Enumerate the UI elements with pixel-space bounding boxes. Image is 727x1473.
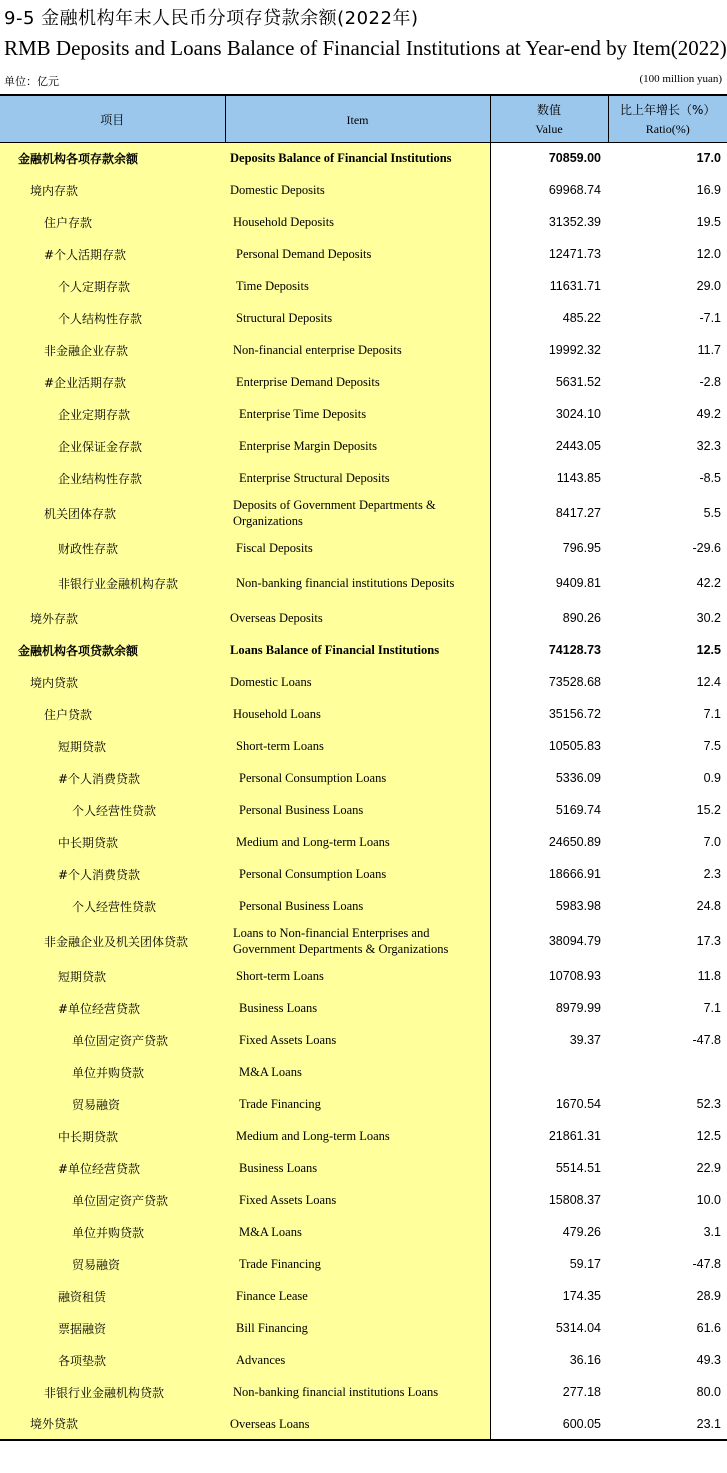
- row-value: 15808.37: [490, 1184, 608, 1216]
- row-ratio: -47.8: [692, 1033, 721, 1047]
- row-item-en: Overseas Deposits: [225, 602, 490, 634]
- row-item-cn: 境外存款: [0, 602, 225, 634]
- row-value: 69968.74: [490, 174, 608, 206]
- row-ratio: -29.6: [692, 541, 721, 555]
- row-ratio: 7.1: [703, 707, 721, 721]
- row-value: 479.26: [490, 1216, 608, 1248]
- row-item-cn: 机关团体存款: [0, 494, 225, 532]
- row-ratio: 61.6: [696, 1321, 721, 1335]
- row-item-cn: 非银行业金融机构贷款: [0, 1376, 225, 1408]
- data-table: [0, 94, 727, 1441]
- row-item-en: Short-term Loans: [225, 730, 490, 762]
- row-value: 31352.39: [490, 206, 608, 238]
- row-ratio: 15.2: [696, 803, 721, 817]
- row-ratio: 5.5: [703, 506, 721, 520]
- table-row: [0, 1024, 727, 1056]
- row-ratio: 17.0: [696, 151, 721, 166]
- row-item-cn: 融资租赁: [0, 1280, 225, 1312]
- row-value: 1670.54: [490, 1088, 608, 1120]
- table-row: [0, 302, 727, 334]
- row-value: 36.16: [490, 1344, 608, 1376]
- row-value: 5631.52: [490, 366, 608, 398]
- row-item-cn: 非银行业金融机构存款: [0, 564, 225, 602]
- row-item-en: Personal Consumption Loans: [225, 762, 490, 794]
- row-item-en: Enterprise Time Deposits: [225, 398, 490, 430]
- table-row: [0, 1120, 727, 1152]
- row-item-cn: 境内贷款: [0, 666, 225, 698]
- row-item-en: Fixed Assets Loans: [225, 1024, 490, 1056]
- row-item-en: M&A Loans: [225, 1216, 490, 1248]
- row-ratio: [608, 1056, 727, 1088]
- row-item-cn: 境内存款: [0, 174, 225, 206]
- row-ratio: 42.2: [696, 576, 721, 590]
- row-item-cn: 个人定期存款: [0, 270, 225, 302]
- table-body: [0, 142, 727, 1440]
- row-value: 12471.73: [490, 238, 608, 270]
- row-item-en: Household Loans: [225, 698, 490, 730]
- unit-label-en: (100 million yuan): [639, 73, 722, 85]
- row-item-cn: 短期贷款: [0, 730, 225, 762]
- row-item-en: Overseas Loans: [225, 1408, 490, 1440]
- row-item-en: Fixed Assets Loans: [225, 1184, 490, 1216]
- table-row: [0, 762, 727, 794]
- row-value: 74128.73: [490, 634, 608, 666]
- table-row: [0, 992, 727, 1024]
- table-row: [0, 1408, 727, 1440]
- row-item-cn: #企业活期存款: [0, 366, 225, 398]
- row-value: 5514.51: [490, 1152, 608, 1184]
- table-row: [0, 634, 727, 666]
- row-item-en: Domestic Loans: [225, 666, 490, 698]
- row-item-en: Domestic Deposits: [225, 174, 490, 206]
- row-item-en: Personal Business Loans: [225, 794, 490, 826]
- row-ratio: 19.5: [696, 215, 721, 229]
- table-row: [0, 858, 727, 890]
- table-row: [0, 730, 727, 762]
- row-item-cn: 单位并购贷款: [0, 1056, 225, 1088]
- row-item-en: Structural Deposits: [225, 302, 490, 334]
- table-row: [0, 564, 727, 602]
- row-item-en: Short-term Loans: [225, 960, 490, 992]
- row-ratio: 28.9: [696, 1289, 721, 1303]
- row-item-en: M&A Loans: [225, 1056, 490, 1088]
- table-row: [0, 794, 727, 826]
- table-row: [0, 890, 727, 922]
- table-row: [0, 1216, 727, 1248]
- row-item-en: Time Deposits: [225, 270, 490, 302]
- row-item-cn: #单位经营贷款: [0, 992, 225, 1024]
- row-item-en: Business Loans: [225, 992, 490, 1024]
- row-item-cn: #个人消费贷款: [0, 762, 225, 794]
- row-item-cn: #个人活期存款: [0, 238, 225, 270]
- row-ratio: 12.4: [696, 675, 721, 689]
- row-item-en: Bill Financing: [225, 1312, 490, 1344]
- row-item-cn: 住户存款: [0, 206, 225, 238]
- row-item-cn: 短期贷款: [0, 960, 225, 992]
- row-value: 9409.81: [490, 564, 608, 602]
- row-value: 5314.04: [490, 1312, 608, 1344]
- row-ratio: 11.8: [697, 969, 721, 983]
- row-ratio: 29.0: [696, 279, 721, 293]
- table-row: [0, 174, 727, 206]
- row-item-en: Non-banking financial institutions Loans: [225, 1376, 490, 1408]
- row-item-cn: 票据融资: [0, 1312, 225, 1344]
- row-ratio: -7.1: [699, 311, 721, 325]
- table-row: [0, 1152, 727, 1184]
- row-item-cn: 单位固定资产贷款: [0, 1024, 225, 1056]
- row-value: 174.35: [490, 1280, 608, 1312]
- table-row: [0, 238, 727, 270]
- row-ratio: 23.1: [608, 1408, 727, 1440]
- row-value: 73528.68: [490, 666, 608, 698]
- row-value: 11631.71: [490, 270, 608, 302]
- table-row: [0, 366, 727, 398]
- row-item-cn: #个人消费贷款: [0, 858, 225, 890]
- row-ratio: 10.0: [696, 1193, 721, 1207]
- row-item-cn: 贸易融资: [0, 1248, 225, 1280]
- row-item-cn: 非金融企业及机关团体贷款: [0, 922, 225, 960]
- table-row: [0, 1312, 727, 1344]
- row-ratio: 32.3: [696, 439, 721, 453]
- row-ratio: 80.0: [696, 1385, 721, 1399]
- row-item-cn: 单位并购贷款: [0, 1216, 225, 1248]
- table-row: [0, 1344, 727, 1376]
- row-item-cn: 个人经营性贷款: [0, 794, 225, 826]
- row-item-en: Medium and Long-term Loans: [225, 1120, 490, 1152]
- page-title-cn: 9-5 金融机构年末人民币分项存贷款余额(2022年): [4, 8, 419, 29]
- row-ratio: 16.9: [696, 183, 721, 197]
- row-item-cn: 境外贷款: [0, 1408, 225, 1440]
- row-value: 3024.10: [490, 398, 608, 430]
- row-item-en: Loans to Non-financial Enterprises and Government Departments & Organizations: [225, 922, 490, 960]
- table-row: [0, 1088, 727, 1120]
- row-ratio: 52.3: [696, 1097, 721, 1111]
- row-ratio: 30.2: [696, 611, 721, 625]
- row-item-en: Household Deposits: [225, 206, 490, 238]
- row-item-en: Deposits of Government Departments & Organizations: [225, 494, 490, 532]
- row-value: [490, 1056, 608, 1088]
- row-ratio: 24.8: [696, 899, 721, 913]
- row-item-cn: 个人经营性贷款: [0, 890, 225, 922]
- row-ratio: 0.9: [703, 771, 721, 785]
- row-value: 8979.99: [490, 992, 608, 1024]
- row-value: 5983.98: [490, 890, 608, 922]
- row-value: 10708.93: [490, 960, 608, 992]
- table-row: [0, 142, 727, 174]
- row-value: 38094.79: [490, 922, 608, 960]
- table-row: [0, 206, 727, 238]
- row-value: 19992.32: [490, 334, 608, 366]
- row-item-en: Non-financial enterprise Deposits: [225, 334, 490, 366]
- row-value: 5336.09: [490, 762, 608, 794]
- row-item-cn: 金融机构各项存款余额: [0, 142, 225, 174]
- row-item-cn: 各项垫款: [0, 1344, 225, 1376]
- table-row: [0, 1184, 727, 1216]
- row-ratio: 2.3: [703, 867, 721, 881]
- table-row: [0, 334, 727, 366]
- row-item-cn: 企业结构性存款: [0, 462, 225, 494]
- row-ratio: 7.0: [703, 835, 721, 849]
- row-item-en: Deposits Balance of Financial Institutions: [225, 142, 490, 174]
- row-item-en: Trade Financing: [225, 1088, 490, 1120]
- table-row: [0, 666, 727, 698]
- row-value: 18666.91: [490, 858, 608, 890]
- row-ratio: 12.5: [696, 643, 721, 657]
- table-row: [0, 1248, 727, 1280]
- row-value: 59.17: [490, 1248, 608, 1280]
- row-item-en: Business Loans: [225, 1152, 490, 1184]
- table-row: [0, 602, 727, 634]
- row-value: 1143.85: [490, 462, 608, 494]
- row-item-en: Enterprise Structural Deposits: [225, 462, 490, 494]
- table-row: [0, 1376, 727, 1408]
- table-row: [0, 532, 727, 564]
- header-value-cn: 数值: [536, 102, 561, 117]
- table-row: [0, 1056, 727, 1088]
- row-value: 39.37: [490, 1024, 608, 1056]
- row-value: 24650.89: [490, 826, 608, 858]
- header-ratio: [608, 95, 727, 142]
- row-item-en: Non-banking financial institutions Deposits: [225, 564, 490, 602]
- table-row: [0, 1280, 727, 1312]
- header-ratio-en: Ratio(%): [645, 121, 690, 136]
- row-value: 21861.31: [490, 1120, 608, 1152]
- row-item-en: Finance Lease: [225, 1280, 490, 1312]
- row-ratio: 49.3: [696, 1353, 721, 1367]
- row-item-en: Loans Balance of Financial Institutions: [225, 634, 490, 666]
- row-value: 2443.05: [490, 430, 608, 462]
- row-value: 10505.83: [490, 730, 608, 762]
- row-item-cn: 中长期贷款: [0, 826, 225, 858]
- row-item-cn: 中长期贷款: [0, 1120, 225, 1152]
- row-value: 70859.00: [490, 142, 608, 174]
- table-row: [0, 826, 727, 858]
- row-item-en: Advances: [225, 1344, 490, 1376]
- page-title-en: RMB Deposits and Loans Balance of Financial Institutions at Year-end by Item(2022): [4, 36, 727, 60]
- row-item-cn: 金融机构各项贷款余额: [0, 634, 225, 666]
- row-ratio: 11.7: [697, 343, 721, 357]
- header-item-en: Item: [225, 95, 490, 142]
- row-item-cn: 单位固定资产贷款: [0, 1184, 225, 1216]
- row-value: 796.95: [490, 532, 608, 564]
- header-value-en: Value: [535, 121, 563, 136]
- row-ratio: 49.2: [696, 407, 721, 421]
- row-ratio: 12.0: [696, 247, 721, 261]
- row-item-cn: 企业定期存款: [0, 398, 225, 430]
- row-ratio: 7.1: [703, 1001, 721, 1015]
- row-value: 600.05: [490, 1408, 608, 1440]
- row-item-en: Personal Business Loans: [225, 890, 490, 922]
- row-ratio: 22.9: [696, 1161, 721, 1175]
- row-item-cn: 贸易融资: [0, 1088, 225, 1120]
- row-ratio: 3.1: [703, 1225, 721, 1239]
- row-item-cn: 非金融企业存款: [0, 334, 225, 366]
- header-ratio-cn: 比上年增长（%）: [620, 102, 716, 117]
- table-row: [0, 462, 727, 494]
- row-item-en: Enterprise Margin Deposits: [225, 430, 490, 462]
- row-item-en: Trade Financing: [225, 1248, 490, 1280]
- row-item-cn: 住户贷款: [0, 698, 225, 730]
- row-item-cn: 财政性存款: [0, 532, 225, 564]
- table-row: [0, 698, 727, 730]
- table-row: [0, 922, 727, 960]
- row-item-en: Personal Demand Deposits: [225, 238, 490, 270]
- row-ratio: 12.5: [696, 1129, 721, 1143]
- row-value: 277.18: [490, 1376, 608, 1408]
- row-item-cn: #单位经营贷款: [0, 1152, 225, 1184]
- row-ratio: -2.8: [699, 375, 721, 389]
- unit-label-cn: 单位：亿元: [4, 75, 59, 88]
- table-row: [0, 494, 727, 532]
- row-item-cn: 企业保证金存款: [0, 430, 225, 462]
- table-row: [0, 398, 727, 430]
- row-value: 890.26: [490, 602, 608, 634]
- row-ratio: -8.5: [699, 471, 721, 485]
- row-ratio: 17.3: [696, 934, 721, 948]
- row-value: 485.22: [490, 302, 608, 334]
- row-item-cn: 个人结构性存款: [0, 302, 225, 334]
- row-value: 8417.27: [490, 494, 608, 532]
- table-header-row: [0, 95, 727, 142]
- header-item-cn: 项目: [0, 95, 225, 142]
- row-value: 35156.72: [490, 698, 608, 730]
- row-item-en: Enterprise Demand Deposits: [225, 366, 490, 398]
- header-value: [490, 95, 608, 142]
- row-item-en: Fiscal Deposits: [225, 532, 490, 564]
- row-value: 5169.74: [490, 794, 608, 826]
- row-ratio: -47.8: [692, 1257, 721, 1271]
- row-item-en: Personal Consumption Loans: [225, 858, 490, 890]
- table-row: [0, 430, 727, 462]
- row-item-en: Medium and Long-term Loans: [225, 826, 490, 858]
- table-row: [0, 270, 727, 302]
- table-row: [0, 960, 727, 992]
- row-ratio: 7.5: [703, 739, 721, 753]
